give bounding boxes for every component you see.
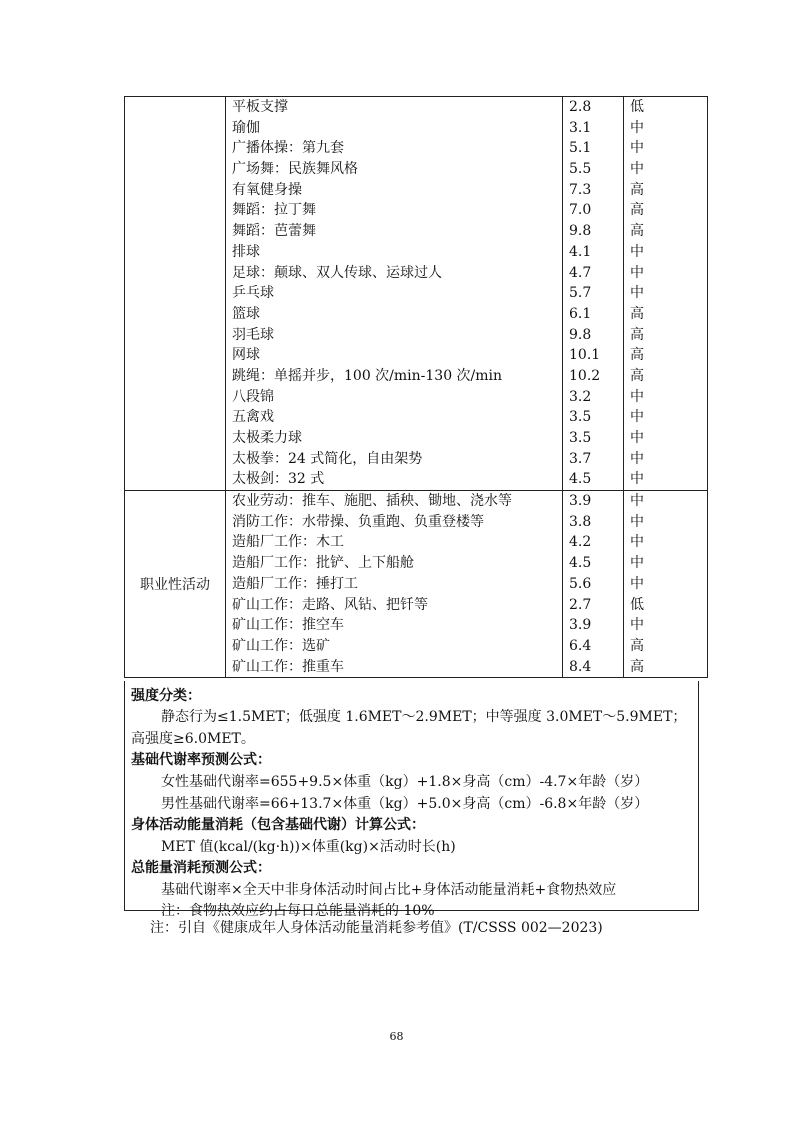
activity-name: 足球：颠球、双人传球、运球过人: [232, 264, 442, 281]
activity-name: 乒乓球: [232, 285, 274, 302]
bmr-female-formula: 女性基础代谢率=655+9.5×体重（kg）+1.8×身高（cm）-4.7×年龄（岁）: [161, 774, 649, 790]
met-value: 8.4: [569, 658, 592, 675]
intensity-level: 中: [630, 617, 644, 634]
intensity-level: 中: [630, 555, 644, 572]
activity-cell: [226, 491, 563, 678]
intensity-level: 中: [630, 243, 644, 260]
activity-name: 舞蹈：芭蕾舞: [232, 223, 316, 240]
met-value: 3.7: [569, 450, 592, 467]
intensity-level: 中: [630, 534, 644, 551]
intensity-level: 中: [630, 430, 644, 446]
level-cell: [624, 97, 708, 491]
met-value: 4.1: [569, 243, 592, 260]
total-energy-title: 总能量消耗预测公式：: [131, 860, 271, 876]
source-footnote: 注：引自《健康成年人身体活动能量消耗参考值》(T/CSSS 002—2023): [150, 920, 603, 936]
activity-name: 羽毛球: [232, 326, 274, 343]
met-value: 3.5: [569, 430, 592, 446]
activity-name: 排球: [232, 243, 260, 260]
total-energy-formula: 基础代谢率×全天中非身体活动时间占比+身体活动能量消耗+食物热效应: [161, 882, 617, 898]
met-value: 2.8: [569, 99, 592, 115]
bmr-male-formula: 男性基础代谢率=66+13.7×体重（kg）+5.0×身高（cm）-6.8×年龄（岁）: [161, 796, 649, 812]
met-value: 5.1: [569, 140, 592, 157]
intensity-level: 中: [630, 575, 644, 592]
intensity-level: 高: [630, 347, 644, 364]
activity-name: 造船厂工作：批铲、上下船舱: [232, 555, 414, 572]
activity-name: 跳绳：单摇并步，100 次/min-130 次/min: [232, 367, 503, 384]
intensity-level: 高: [630, 202, 644, 219]
intensity-level: 低: [630, 99, 644, 115]
met-value: 5.5: [569, 161, 592, 178]
table-row-group-2: [125, 491, 708, 678]
activity-cell: [226, 97, 563, 491]
total-energy-note: 注：食物热效应约占每日总能量消耗的 10%: [161, 903, 435, 919]
intensity-level: 中: [630, 409, 644, 426]
activity-name: 矿山工作：走路、风钻、把钎等: [232, 596, 428, 613]
activity-name: 太极剑：32 式: [232, 471, 325, 488]
activity-name: 篮球: [232, 305, 260, 322]
intensity-level: 中: [630, 388, 644, 405]
met-value: 3.5: [569, 409, 592, 426]
activity-name: 造船厂工作：木工: [232, 534, 344, 551]
activity-name: 五禽戏: [232, 409, 274, 426]
category-cell: [125, 97, 226, 491]
intensity-level: 高: [630, 326, 644, 343]
met-value: 9.8: [569, 223, 592, 240]
met-value: 3.2: [569, 388, 592, 405]
bmr-title: 基础代谢率预测公式：: [131, 752, 271, 768]
met-value: 7.3: [569, 181, 592, 198]
intensity-level: 高: [630, 305, 644, 322]
intensity-level: 中: [630, 450, 644, 467]
met-value: 2.7: [569, 596, 592, 613]
intensity-level: 高: [630, 637, 644, 654]
met-value: 4.5: [569, 471, 592, 488]
category-cell: 职业性活动: [125, 491, 226, 678]
activity-name: 瑜伽: [232, 119, 260, 136]
intensity-level: 高: [630, 223, 644, 240]
activity-name: 太极拳：24 式简化，自由架势: [232, 450, 423, 467]
met-value: 7.0: [569, 202, 592, 219]
table-row-group-1: [125, 97, 708, 491]
activity-name: 网球: [232, 347, 260, 364]
met-cell: [563, 97, 624, 491]
met-value: 4.2: [569, 534, 592, 551]
pa-energy-title: 身体活动能量消耗（包含基础代谢）计算公式：: [131, 817, 425, 833]
met-value: 9.8: [569, 326, 592, 343]
met-value: 10.1: [569, 347, 601, 364]
intensity-level: 低: [630, 596, 644, 613]
activity-name: 农业劳动：推车、施肥、插秧、锄地、浇水等: [232, 493, 512, 510]
intensity-level: 高: [630, 181, 644, 198]
activity-name: 造船厂工作：捶打工: [232, 575, 358, 592]
activity-name: 平板支撑: [232, 99, 288, 115]
intensity-level: 中: [630, 493, 644, 510]
pa-energy-formula: MET 值(kcal/(kg·h))×体重(kg)×活动时长(h): [161, 839, 456, 855]
met-value: 3.9: [569, 493, 592, 510]
activity-name: 舞蹈：拉丁舞: [232, 202, 316, 219]
activity-name: 广播体操：第九套: [232, 140, 344, 157]
met-value: 3.9: [569, 617, 592, 634]
intensity-level: 中: [630, 119, 644, 136]
met-table: [124, 96, 708, 678]
met-value: 4.5: [569, 555, 592, 572]
activity-name: 太极柔力球: [232, 430, 302, 446]
met-value: 10.2: [569, 367, 601, 384]
intensity-level: 高: [630, 658, 644, 675]
met-value: 6.1: [569, 305, 592, 322]
intensity-level: 高: [630, 367, 644, 384]
intensity-level: 中: [630, 471, 644, 488]
intensity-level: 中: [630, 161, 644, 178]
intensity-line-1: 静态行为≤1.5MET；低强度 1.6MET～2.9MET；中等强度 3.0MET～5.9MET；: [161, 709, 687, 725]
activity-name: 有氧健身操: [232, 181, 302, 198]
activity-name: 消防工作：水带操、负重跑、负重登楼等: [232, 513, 484, 530]
activity-name: 广场舞：民族舞风格: [232, 161, 358, 178]
intensity-line-2: 高强度≥6.0MET。: [131, 731, 255, 747]
intensity-level: 中: [630, 264, 644, 281]
page-number: 68: [389, 1030, 404, 1043]
met-value: 3.1: [569, 119, 592, 136]
activity-name: 矿山工作：选矿: [232, 637, 330, 654]
met-value: 4.7: [569, 264, 592, 281]
intensity-level: 中: [630, 513, 644, 530]
level-cell: [624, 491, 708, 678]
activity-name: 八段锦: [232, 388, 274, 405]
activity-name: 矿山工作：推空车: [232, 617, 344, 634]
intensity-level: 中: [630, 140, 644, 157]
met-value: 5.6: [569, 575, 592, 592]
met-value: 3.8: [569, 513, 592, 530]
met-cell: [563, 491, 624, 678]
met-value: 6.4: [569, 637, 592, 654]
intensity-level: 中: [630, 285, 644, 302]
met-value: 5.7: [569, 285, 592, 302]
activity-name: 矿山工作：推重车: [232, 658, 344, 675]
intensity-title: 强度分类：: [131, 688, 201, 704]
notes-box: [124, 681, 699, 919]
